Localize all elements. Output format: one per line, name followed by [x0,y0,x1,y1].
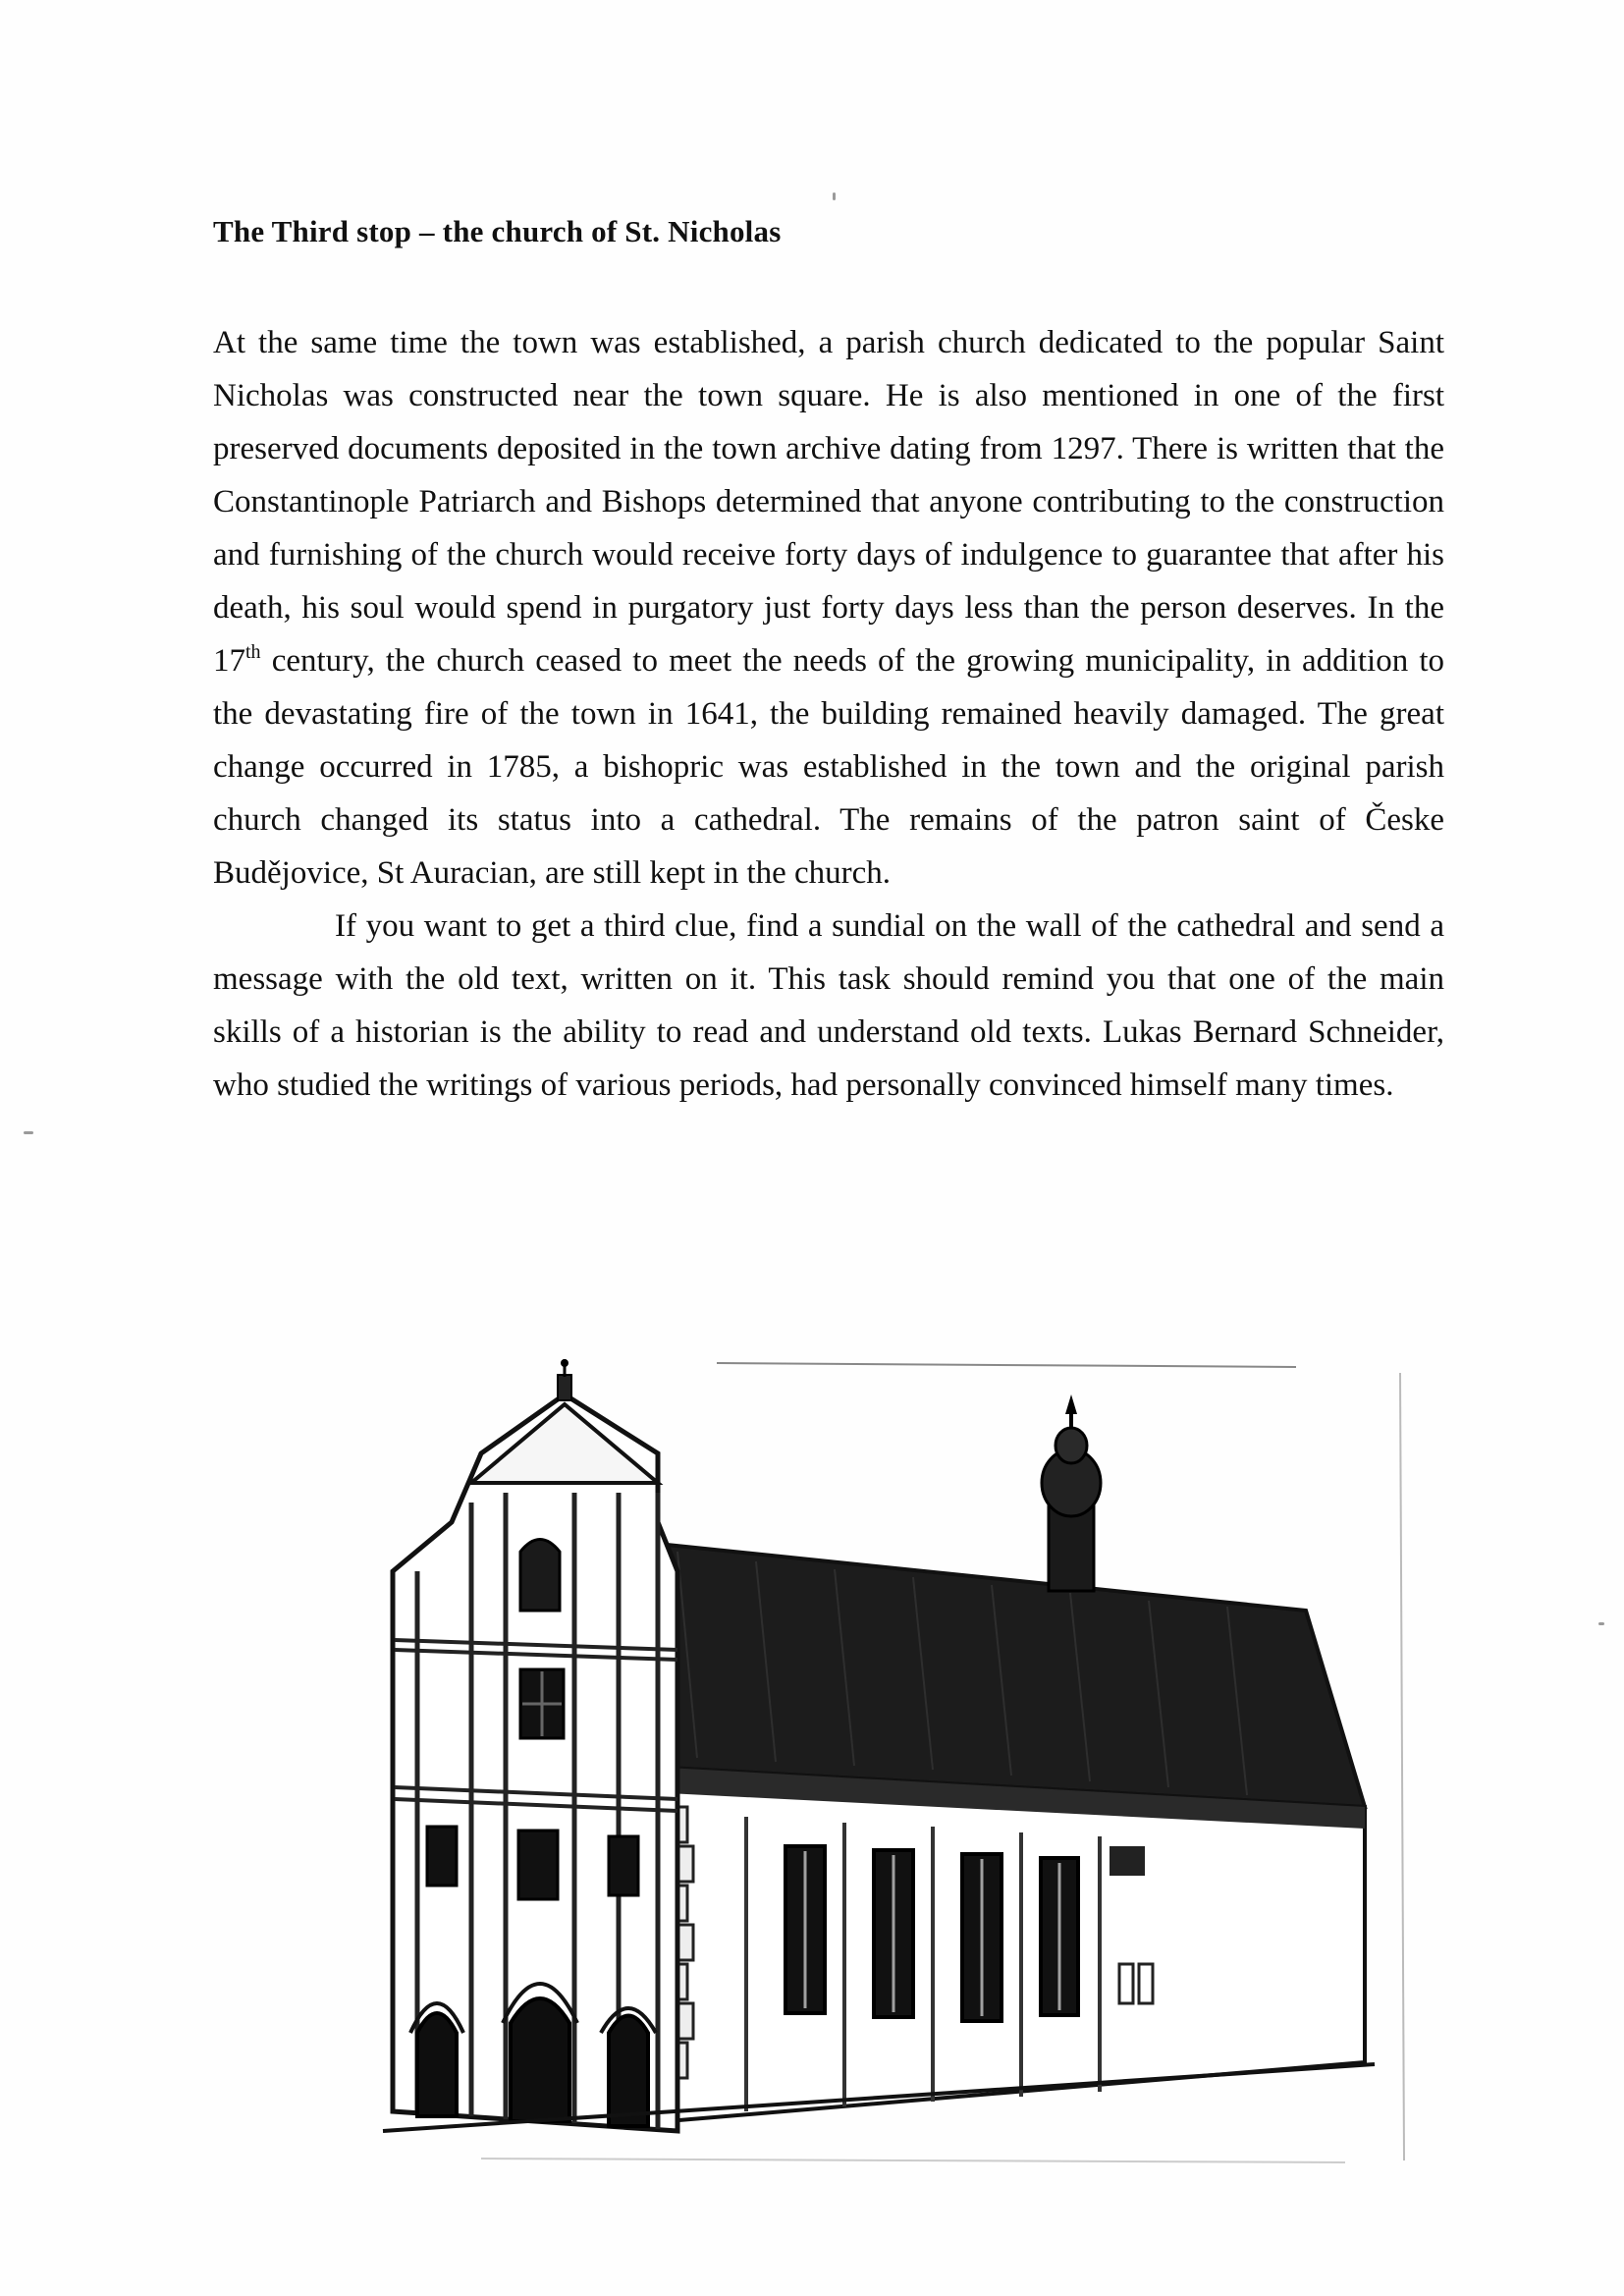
scan-speck [1598,1622,1604,1625]
frame-line-top [717,1363,1296,1367]
frame-line-bottom [481,2159,1345,2162]
wall-plaque [1110,1846,1145,1876]
paragraph-history [213,316,1444,900]
facade-window-right [609,1836,638,1895]
upper-niche [520,1540,560,1612]
facade-window-left [427,1827,457,1886]
belfry-tower [1042,1394,1101,1591]
frame-line-right [1400,1373,1404,2160]
ordinal-suffix: th [245,641,261,663]
scan-speck [24,1131,33,1134]
document-body [213,316,1444,1112]
paragraph-history-part2: century, the church ceased to meet the needs of the growing municipality, in addition to the devastating fire of the town in 1641, the building remained heavily damaged. The great change occurred in 1785, a bishopric was established in the town and the original parish church changed its status into a cathedral. The remains of the patron saint of Česke Budějovice, St Auracian, are still kept in the church. [213,643,1444,891]
paragraph-clue: If you want to get a third clue, find a sundial on the wall of the cathedral and send a message with the old text, written on it. This task should remind you that one of the main skills of a historian is the ability to read and understand old texts. Lukas Bernard Schneider, who studied the writings of various periods, had personally convinced himself many times. [213,908,1444,1103]
paragraph-history-part1: At the same time the town was established, a parish church dedicated to the popular Saint Nicholas was constructed near the town square. He is also mentioned in one of the first preserved documents deposited in the town archive dating from 1297. There is written that the Constantinople Patriarch and Bishops determined that anyone contributing to the construction and furnishing of the church would receive forty days of indulgence to guarantee that after his death, his soul would spend in purgatory just forty days less than the person deserves. In the 17 [213,325,1444,679]
page-title: The Third stop – the church of St. Nicholas [213,214,782,248]
church-drawing-illustration [324,1355,1414,2170]
scan-speck [833,192,836,200]
facade-lantern [558,1375,571,1400]
facade-window-center [518,1831,558,1899]
